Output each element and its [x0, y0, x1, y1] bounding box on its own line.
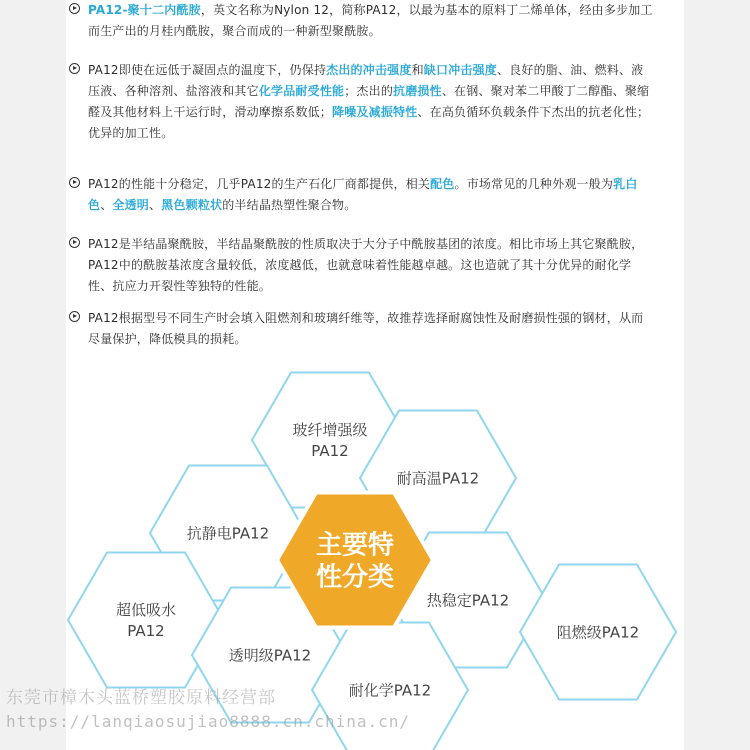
hex-center-label: 性分类: [315, 562, 395, 593]
paragraph-text: 、: [100, 198, 113, 212]
paragraph-text: 。市场常见的几种外观一般为: [454, 177, 614, 191]
highlight-text: 化学品耐受性能: [258, 84, 345, 98]
watermark-company: 东莞市樟木头蓝桥塑胶原料经营部: [6, 688, 276, 708]
hex-cell-label: 透明级PA12: [228, 646, 312, 665]
highlight-text: PA12-聚十二内酰胺: [88, 3, 201, 17]
paragraph-text: PA12是半结晶聚酰胺，半结晶聚酰胺的性质取决于大分子中酰胺基团的浓度。相比市场上其它聚酰胺，PA12中的酰胺基浓度含量较低，浓度越低，也就意味着性能越卓越。这也造就了其十分优异的耐化学性、抗应力开裂性等独特的性能。: [88, 237, 644, 293]
highlight-text: 全透明: [112, 198, 150, 212]
paragraph-text: PA12根据型号不同生产时会填入阻燃剂和玻璃纤维等，故推荐选择耐腐蚀性及耐磨损性强的钢材，从而尽量保护，降低模具的损耗。: [88, 311, 644, 346]
paragraph-text: 、良好的脂、油、燃料、液压液、各种溶剂、盐溶液和其它: [88, 63, 644, 98]
paragraph-text: 的半结晶热塑性聚合物。: [222, 198, 357, 212]
paragraph-text: ，英文名称为Nylon 12，简称PA12，以最为基本的原料丁二烯单体，经由多步加工而生产出的月桂内酰胺，聚合而成的一种新型聚酰胺。: [88, 3, 653, 38]
highlight-text: 缺口冲击强度: [423, 63, 497, 77]
hex-cell-label: 耐化学PA12: [348, 681, 432, 700]
paragraph-text: 、: [149, 198, 162, 212]
hex-cell-label: 抗静电PA12: [186, 524, 270, 543]
hex-cell-label: 耐高温PA12: [396, 469, 480, 488]
watermark-url: https://lanqiaosujiao8888.cn.china.cn/: [6, 712, 411, 731]
paragraph-text: PA12的性能十分稳定，几乎PA12的生产石化厂商都提供，相关: [88, 177, 431, 191]
paragraph-text: ；杰出的: [344, 84, 394, 98]
highlight-text: 抗磨损性: [393, 84, 442, 98]
highlight-text: 配色: [430, 177, 455, 191]
hex-cell: [520, 565, 676, 700]
paragraph-text: 、在钢、聚对苯二甲酸丁二醇酯、聚缩醛及其他材料上干运行时，滑动摩擦系数低；: [88, 84, 650, 119]
paragraph-text: PA12即使在远低于凝固点的温度下，仍保持: [88, 63, 327, 77]
paragraph-text: 和: [411, 63, 424, 77]
hex-cell-label: PA12: [127, 621, 165, 640]
hex-cell-label: 玻纤增强级: [292, 420, 368, 439]
hex-cell-label: 热稳定PA12: [426, 591, 510, 610]
hex-cell-label: 阻燃级PA12: [556, 623, 640, 642]
paragraph-text: 、在高负循环负载条件下杰出的抗老化性；优异的加工性。: [88, 105, 650, 140]
highlight-text: 乳白色: [88, 177, 638, 212]
hex-cell-label: PA12: [311, 441, 349, 460]
hex-cell-label: 超低吸水: [115, 600, 177, 619]
highlight-text: 降噪及减振特性: [332, 105, 418, 119]
highlight-text: 杰出的冲击强度: [326, 63, 412, 77]
hex-center-label: 主要特: [315, 530, 395, 561]
highlight-text: 黑色颗粒状: [161, 198, 223, 212]
